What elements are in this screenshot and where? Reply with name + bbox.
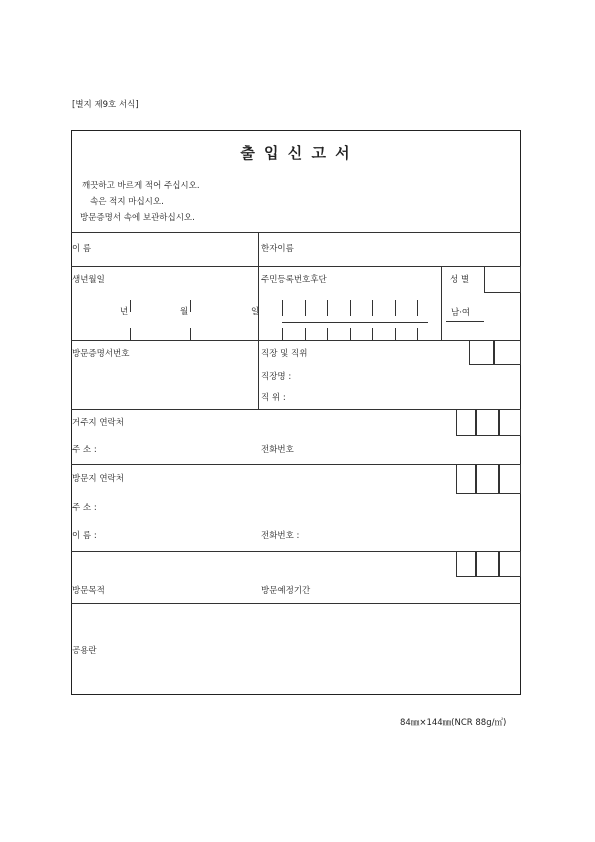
label-resident-id: 주민등록번호후단: [261, 275, 327, 285]
instruction-1: 깨끗하고 바르게 적어 주십시오.: [82, 181, 200, 191]
label-purpose: 방문목적: [72, 586, 105, 596]
name-2-field[interactable]: [110, 530, 250, 541]
footer-spec: 84㎜×144㎜(NCR 88g/㎡): [400, 718, 507, 728]
period-field[interactable]: [325, 585, 515, 596]
label-gender: 성 별: [450, 275, 470, 285]
address-1-field[interactable]: [110, 444, 250, 455]
visit-cert-no-field[interactable]: [72, 362, 252, 402]
workplace-name-field[interactable]: [300, 371, 515, 382]
label-residence-contact: 거주지 연락처: [72, 418, 124, 428]
label-birth-date: 생년월일: [72, 275, 105, 285]
hanja-name-field[interactable]: [305, 243, 515, 254]
label-position: 직 위 :: [261, 393, 286, 403]
label-official-use: 공용란: [72, 646, 97, 656]
purpose-box-3[interactable]: [499, 551, 521, 577]
workplace-box-1[interactable]: [469, 340, 494, 365]
phone-2-field[interactable]: [310, 530, 515, 541]
label-phone-1: 전화번호: [261, 445, 294, 455]
label-address-1: 주 소 :: [72, 445, 97, 455]
gender-options[interactable]: 남·여: [451, 308, 471, 318]
form-title: 출 입 신 고 서: [240, 144, 352, 162]
form-id: [별지 제9호 서식]: [72, 100, 139, 110]
residence-box-1[interactable]: [456, 409, 476, 436]
label-name: 이 름: [72, 244, 92, 254]
name-field[interactable]: [110, 243, 250, 254]
residence-box-3[interactable]: [499, 409, 521, 436]
purpose-field[interactable]: [110, 585, 250, 596]
label-visit-cert-no: 방문증명서번호: [72, 349, 130, 359]
workplace-box-2[interactable]: [494, 340, 521, 365]
label-hanja-name: 한자이름: [261, 244, 294, 254]
label-day: 일: [251, 307, 260, 317]
label-month: 월: [180, 307, 189, 317]
residence-box-2[interactable]: [476, 409, 499, 436]
label-period: 방문예정기간: [261, 586, 311, 596]
label-workplace-position: 직장 및 직위: [261, 349, 308, 359]
instruction-2: 속은 적지 마십시오.: [90, 197, 164, 207]
gender-box[interactable]: [484, 266, 521, 293]
label-year: 년: [120, 307, 129, 317]
label-address-2: 주 소 :: [72, 503, 97, 513]
position-field[interactable]: [300, 392, 515, 403]
visit-box-2[interactable]: [476, 464, 499, 494]
address-2-field[interactable]: [110, 502, 515, 513]
visit-box-3[interactable]: [499, 464, 521, 494]
label-phone-2: 전화번호 :: [261, 531, 300, 541]
birth-date-field[interactable]: [80, 302, 250, 338]
instruction-3: 방문증명서 속에 보관하십시오.: [80, 213, 195, 223]
label-workplace-name: 직장명 :: [261, 372, 292, 382]
label-name-2: 이 름 :: [72, 531, 97, 541]
resident-id-field[interactable]: [280, 298, 430, 338]
visit-box-1[interactable]: [456, 464, 476, 494]
purpose-box-1[interactable]: [456, 551, 476, 577]
label-visit-contact: 방문지 연락처: [72, 474, 124, 484]
phone-1-field[interactable]: [305, 444, 515, 455]
purpose-box-2[interactable]: [476, 551, 499, 577]
